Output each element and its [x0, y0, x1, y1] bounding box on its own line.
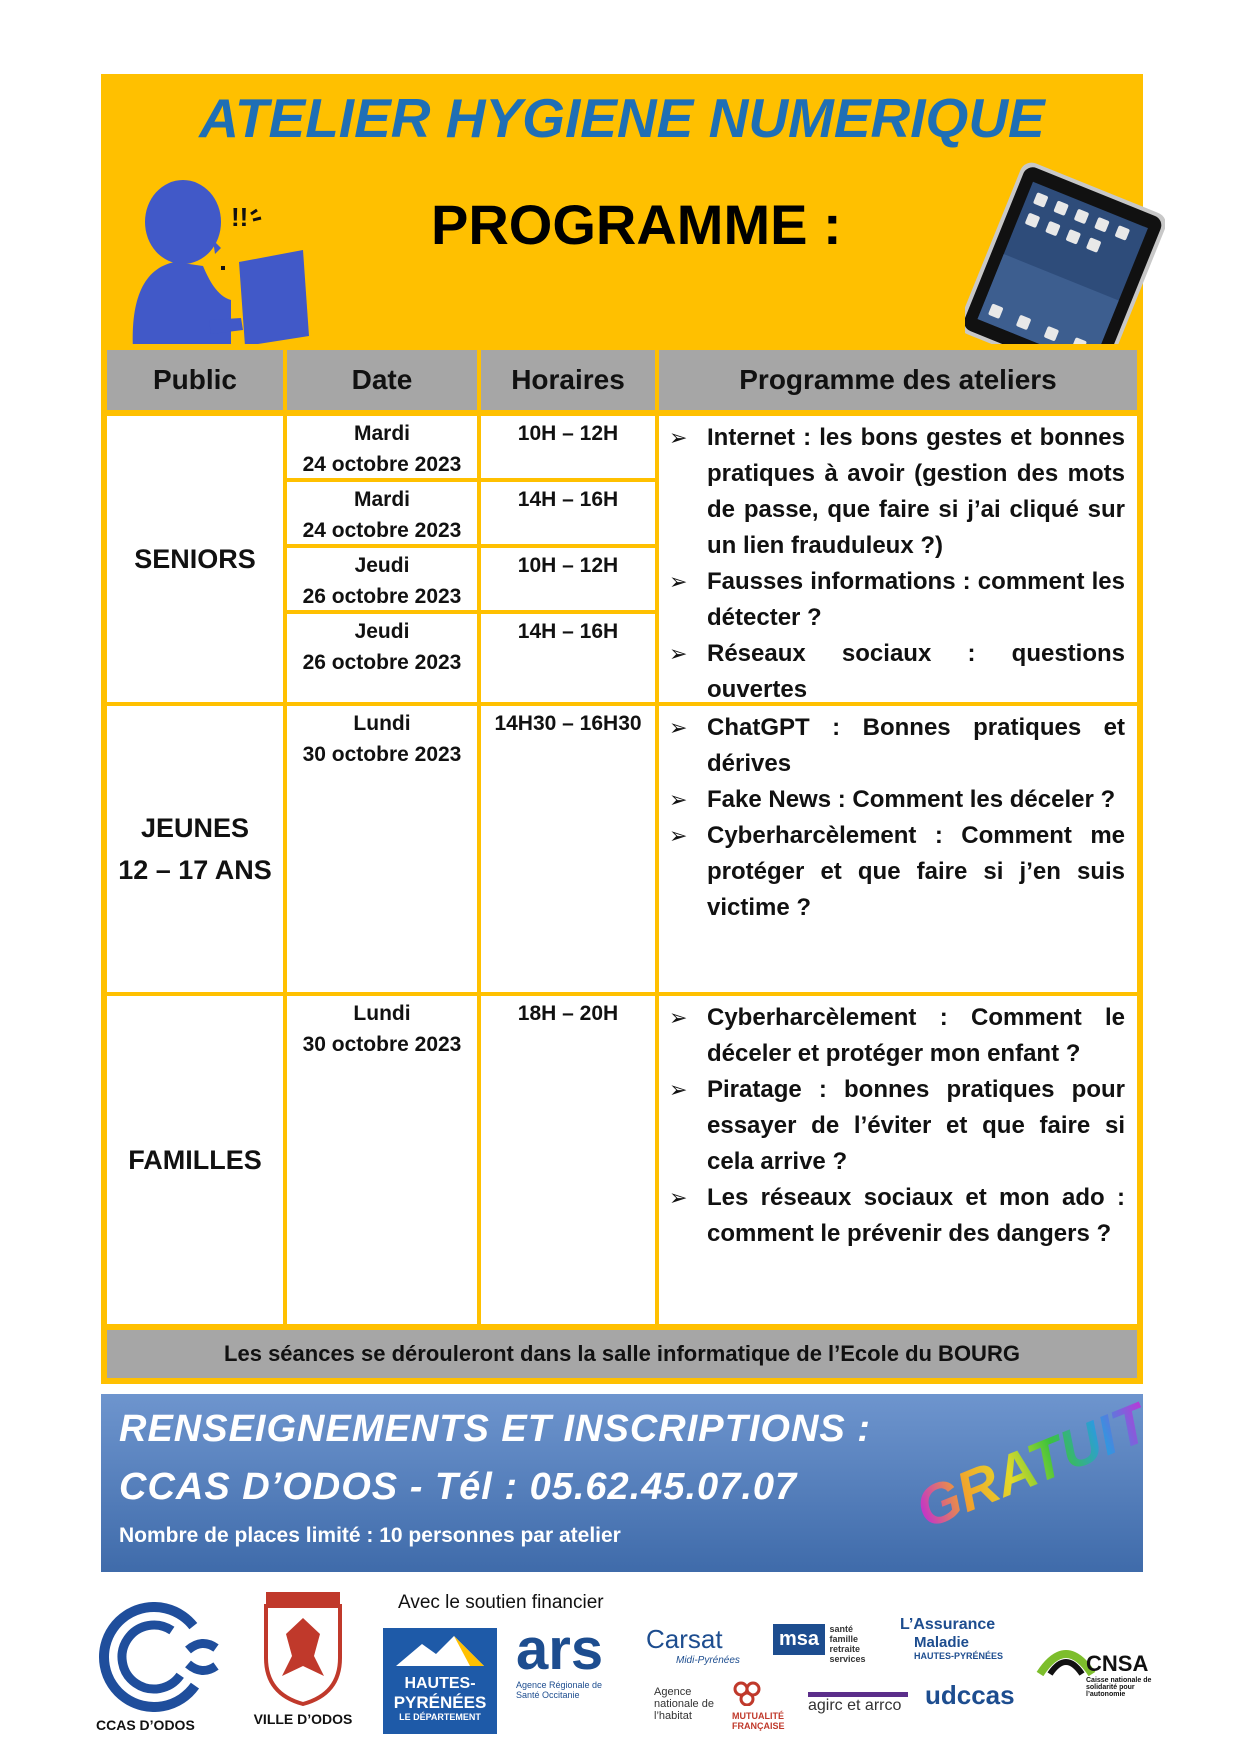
ars-subtitle: Agence Régionale de Santé Occitanie: [516, 1680, 603, 1700]
list-item: ➢ Cyberharcèlement : Comment le déceler et protéger mon enfant ?: [669, 1000, 1125, 1072]
assurance-line: HAUTES-PYRÉNÉES: [914, 1651, 1004, 1661]
session-time: 10H – 12H: [481, 548, 655, 610]
session-date-text: 24 octobre 2023: [302, 519, 462, 542]
public-jeunes: [107, 706, 283, 992]
session-date-text: 30 octobre 2023: [302, 1033, 462, 1056]
carsat-subtitle: Midi-Pyrénées: [676, 1655, 740, 1666]
arrow-bullet-icon: ➢: [669, 1185, 688, 1210]
session-day: Mardi: [353, 422, 410, 445]
contact-phone: CCAS D’ODOS - Tél : 05.62.45.07.07: [119, 1466, 798, 1508]
ars-logo: [516, 1617, 646, 1700]
coat-of-arms-icon: [262, 1590, 344, 1706]
list-item: ➢ Piratage : bonnes pratiques pour essayer de l’éviter et que faire si cela arrive ?: [669, 1072, 1125, 1180]
public-seniors: SENIORS: [107, 416, 283, 702]
sponsor-caption: Avec le soutien financier: [398, 1592, 604, 1613]
header-programme: Programme des ateliers: [659, 350, 1137, 410]
arrow-bullet-icon: ➢: [669, 425, 688, 450]
ccas-icon: [96, 1602, 226, 1712]
session-day: Lundi: [353, 712, 411, 735]
session-date: [287, 482, 477, 544]
session-time: 14H – 16H: [481, 482, 655, 544]
anah-logo: Agence nationale de l’habitat: [654, 1686, 714, 1722]
session-day: Jeudi: [354, 554, 410, 577]
session-time: 14H30 – 16H30: [481, 706, 655, 992]
hp-line: PYRÉNÉES: [393, 1693, 487, 1712]
places-note: Nombre de places limité : 10 personnes par atelier: [119, 1524, 621, 1547]
arrow-bullet-icon: ➢: [669, 569, 688, 594]
public-familles: FAMILLES: [107, 996, 283, 1324]
session-time: 18H – 20H: [481, 996, 655, 1324]
arrow-bullet-icon: ➢: [669, 823, 688, 848]
arrow-bullet-icon: ➢: [669, 1005, 688, 1030]
assurance-line: Maladie: [914, 1634, 970, 1651]
session-time: 14H – 16H: [481, 614, 655, 702]
session-date: [287, 548, 477, 610]
session-date: [287, 706, 477, 992]
info-heading: RENSEIGNEMENTS ET INSCRIPTIONS :: [119, 1408, 871, 1450]
mutualite-icon: [732, 1680, 762, 1706]
public-line: JEUNES: [140, 813, 250, 843]
ars-text: ars: [516, 1617, 604, 1682]
arrow-bullet-icon: ➢: [669, 787, 688, 812]
schedule-table: [101, 344, 1143, 1384]
session-time: 10H – 12H: [481, 416, 655, 478]
list-item: ➢ ChatGPT : Bonnes pratiques et dérives: [669, 710, 1125, 782]
session-date-text: 26 octobre 2023: [302, 585, 462, 608]
ccas-label: CCAS D’ODOS: [96, 1717, 195, 1733]
assurance-maladie-logo: [900, 1616, 1030, 1661]
msa-subtitle: santé famille retraite services: [829, 1624, 866, 1664]
sponsor-logos: [0, 1580, 1241, 1755]
header-date: Date: [287, 350, 477, 410]
udccas-logo: udccas: [925, 1680, 1015, 1710]
session-date: [287, 416, 477, 478]
page-title: ATELIER HYGIENE NUMERIQUE: [199, 87, 1045, 149]
cnsa-logo: [1036, 1640, 1166, 1698]
person-at-computer-icon: [113, 170, 313, 348]
mutualite-text: MUTUALITÉ FRANÇAISE: [732, 1711, 785, 1731]
session-day: Jeudi: [354, 620, 410, 643]
mountain-icon: [392, 1632, 488, 1670]
assurance-line: L’Assurance: [900, 1616, 996, 1633]
cnsa-text: CNSA: [1086, 1651, 1149, 1676]
svg-text:!!: !!: [231, 202, 249, 232]
mutualite-logo: [732, 1680, 816, 1731]
programme-jeunes: [659, 706, 1137, 992]
carsat-logo: [646, 1624, 756, 1666]
session-date-text: 26 octobre 2023: [302, 651, 462, 674]
list-item: ➢ Les réseaux sociaux et mon ado : comment le prévenir des dangers ?: [669, 1180, 1125, 1252]
ville-odos-logo: [248, 1590, 358, 1727]
arrow-bullet-icon: ➢: [669, 1077, 688, 1102]
public-line: 12 – 17 ANS: [118, 855, 272, 885]
session-date-text: 24 octobre 2023: [302, 453, 462, 476]
msa-logo: [773, 1624, 883, 1664]
hp-line: LE DÉPARTEMENT: [399, 1712, 481, 1722]
info-band: [101, 1389, 1158, 1572]
ccas-logo: [96, 1602, 240, 1733]
list-item: ➢ Internet : les bons gestes et bonnes pratiques à avoir (gestion des mots de passe, que faire si j’ai cliqué sur un lien frauduleux ?): [669, 420, 1125, 564]
hp-line: HAUTES-: [404, 1675, 476, 1692]
ville-label: VILLE D’ODOS: [253, 1711, 353, 1727]
session-date: [287, 614, 477, 702]
programme-seniors: [659, 416, 1137, 702]
session-day: Lundi: [353, 1002, 411, 1025]
list-item: ➢ Cyberharcèlement : Comment me protéger et que faire si j’en suis victime ?: [669, 818, 1125, 926]
programme-heading: PROGRAMME :: [431, 193, 842, 256]
programme-familles: [659, 996, 1137, 1324]
list-item: ➢ Fake News : Comment les déceler ?: [669, 782, 1125, 818]
location-note: Les séances se dérouleront dans la salle informatique de l’Ecole du BOURG: [107, 1330, 1137, 1378]
msa-text: msa: [773, 1624, 825, 1655]
session-date: [287, 996, 477, 1324]
carsat-text: Carsat: [646, 1624, 723, 1654]
hautes-pyrenees-logo: [383, 1628, 497, 1734]
arrow-bullet-icon: ➢: [669, 641, 688, 666]
session-day: Mardi: [353, 488, 410, 511]
list-item: ➢ Fausses informations : comment les détecter ?: [669, 564, 1125, 636]
arrow-bullet-icon: ➢: [669, 715, 688, 740]
list-item: ➢ Réseaux sociaux : questions ouvertes: [669, 636, 1125, 708]
agirc-arrco-logo: agirc et arrco: [808, 1692, 908, 1715]
gratuit-badge: GRATUIT: [907, 1389, 1158, 1541]
header-horaires: Horaires: [481, 350, 655, 410]
cnsa-subtitle: Caisse nationale de solidarité pour l’autonomie: [1086, 1677, 1152, 1698]
header-public: Public: [107, 350, 283, 410]
session-date-text: 30 octobre 2023: [302, 743, 462, 766]
